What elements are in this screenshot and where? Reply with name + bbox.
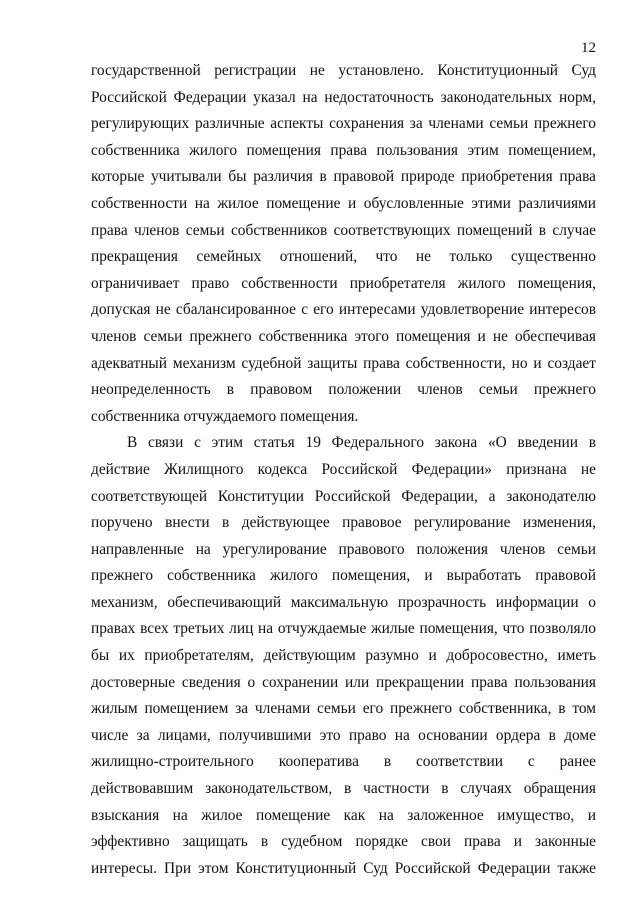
text-line: поручено внести в действующее правовое регулирование изменения, <box>91 514 596 532</box>
text-line: которые учитывали бы различия в правовой природе приобретения права <box>91 168 596 186</box>
text-line: адекватный механизм судебной защиты права собственности, но и создает <box>91 354 596 372</box>
text-line: бы их приобретателям, действующим разумно и добросовестно, иметь <box>91 647 596 665</box>
text-line: регулирующих различные аспекты сохранения за членами семьи прежнего <box>91 115 596 133</box>
paragraph-2 <box>91 430 596 882</box>
text-line: допуская не сбалансированное с его интересами удовлетворение интересов <box>91 301 596 319</box>
text-line: действие Жилищного кодекса Российской Федерации» признана не <box>91 460 596 478</box>
text-line: В связи с этим статья 19 Федерального закона «О введении в <box>127 434 596 452</box>
text-line: взыскания на жилое помещение как на заложенное имущество, и <box>91 806 596 824</box>
text-line: интересы. При этом Конституционный Суд Российской Федерации также <box>91 859 596 877</box>
text-line: права членов семьи собственников соответствующих помещений в случае <box>91 221 596 239</box>
text-line: собственности на жилое помещение и обусловленные этими различиями <box>91 194 596 212</box>
text-line: прекращения семейных отношений, что не только существенно <box>91 248 596 266</box>
text-line: жилым помещением за членами семьи его прежнего собственника, в том <box>91 700 596 718</box>
text-line: направленные на урегулирование правового положения членов семьи <box>91 540 596 558</box>
text-line: членов семьи прежнего собственника этого помещения и не обеспечивая <box>91 327 596 345</box>
document-body <box>91 58 596 882</box>
text-line: собственника жилого помещения права пользования этим помещением, <box>91 141 596 159</box>
text-line: ограничивает право собственности приобретателя жилого помещения, <box>91 274 596 292</box>
text-line: жилищно-строительного кооператива в соответствии с ранее <box>91 753 596 771</box>
text-line: прежнего собственника жилого помещения, и выработать правовой <box>91 567 596 585</box>
page-number: 12 <box>581 40 596 56</box>
text-line: Российской Федерации указал на недостаточность законодательных норм, <box>91 88 596 106</box>
paragraph-1 <box>91 58 596 430</box>
text-line: соответствующей Конституции Российской Федерации, а законодателю <box>91 487 596 505</box>
text-line: механизм, обеспечивающий максимальную прозрачность информации о <box>91 593 596 611</box>
text-line: собственника отчуждаемого помещения. <box>91 407 359 425</box>
text-line: правах всех третьих лиц на отчуждаемые жилые помещения, что позволяло <box>91 620 596 638</box>
text-line: достоверные сведения о сохранении или прекращении права пользования <box>91 673 596 691</box>
text-line: эффективно защищать в судебном порядке свои права и законные <box>91 833 596 851</box>
text-line: государственной регистрации не установлено. Конституционный Суд <box>91 62 596 79</box>
text-line: действовавшим законодательством, в частности в случаях обращения <box>91 780 596 798</box>
text-line: числе за лицами, получившими это право на основании ордера в доме <box>91 726 596 744</box>
text-line: неопределенность в правовом положении членов семьи прежнего <box>91 381 596 399</box>
